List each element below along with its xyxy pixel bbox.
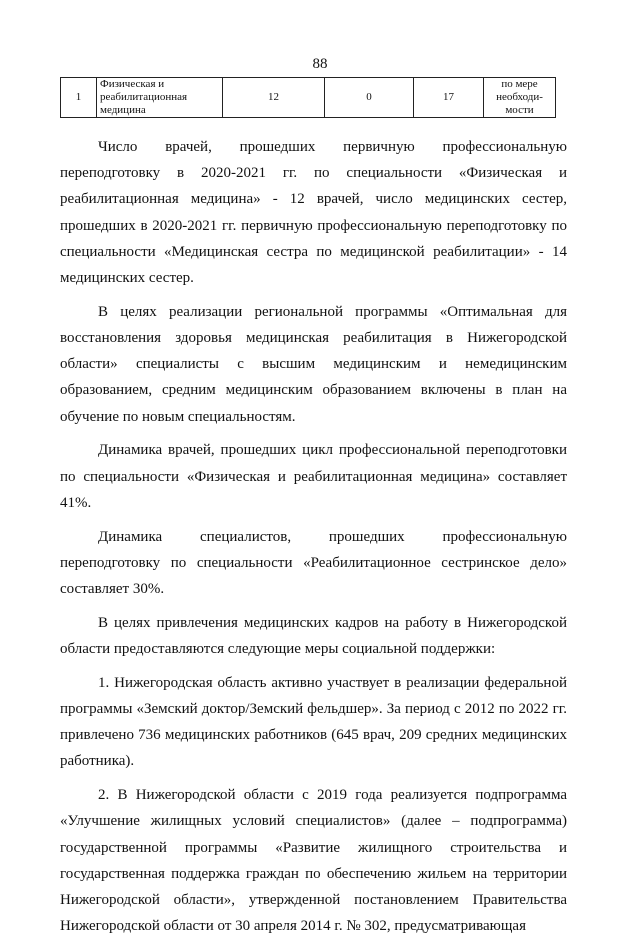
value-cell-a: 12: [223, 78, 325, 118]
row-index-cell: 1: [61, 78, 97, 118]
note-line: по мере: [501, 78, 538, 90]
specialty-line: Физическая и: [100, 78, 165, 90]
paragraph: 2. В Нижегородской области с 2019 года реализуется подпрограмма «Улучшение жилищных условий специалистов» (далее – подпрограмма) государственной программы «Развитие жилищного строительства и государственная поддержка граждан по обеспечению жильем на территории Нижегородской области», утвержденной постановлением Правительства Нижегородской области от 30 апреля 2014 г. № 302, предусматривающая: [60, 787, 567, 935]
paragraph: 1. Нижегородская область активно участвует в реализации федеральной программы «Земский доктор/Земский фельдшер». За период с 2012 по 2022 гг. привлечено 736 медицинских работников (645 врач, 209 средних медицинских работника).: [60, 674, 567, 770]
specialty-line: реабилитационная: [100, 91, 188, 103]
note-line: мости: [505, 104, 534, 116]
paragraph: В целях привлечения медицинских кадров на работу в Нижегородской области предоставляются следующие меры социальной поддержки:: [60, 614, 567, 658]
note-line: необходи-: [496, 91, 543, 103]
paragraph: Динамика специалистов, прошедших профессиональную переподготовку по специальности «Реабилитационное сестринское дело» составляет 30%.: [60, 528, 567, 598]
specialty-cell: [97, 78, 223, 118]
paragraph: В целях реализации региональной программы «Оптимальная для восстановления здоровья медицинская реабилитация в Нижегородской области» специалисты с высшим медицинским и немедицинским образованием, средним медицинским образованием включены в план на обучение по новым специальностям.: [60, 303, 567, 425]
note-cell: [484, 78, 556, 118]
specialty-line: медицина: [100, 104, 146, 116]
body-text: [60, 134, 567, 947]
continuation-table: [60, 77, 556, 118]
paragraph: Число врачей, прошедших первичную профессиональную переподготовку в 2020-2021 гг. по специальности «Физическая и реабилитационная медицина» - 12 врачей, число медицинских сестер, прошедших в 2020-2021 гг. первичную профессиональную переподготовку по специальности «Медицинская сестра по медицинской реабилитации» - 14 медицинских сестер.: [60, 139, 567, 287]
value-cell-c: 17: [414, 78, 484, 118]
page-number: 88: [312, 56, 328, 72]
paragraph: Динамика врачей, прошедших цикл профессиональной переподготовки по специальности «Физическая и реабилитационная медицина» составляет 41%.: [60, 442, 567, 511]
table-row: [61, 78, 556, 118]
value-cell-b: 0: [325, 78, 414, 118]
